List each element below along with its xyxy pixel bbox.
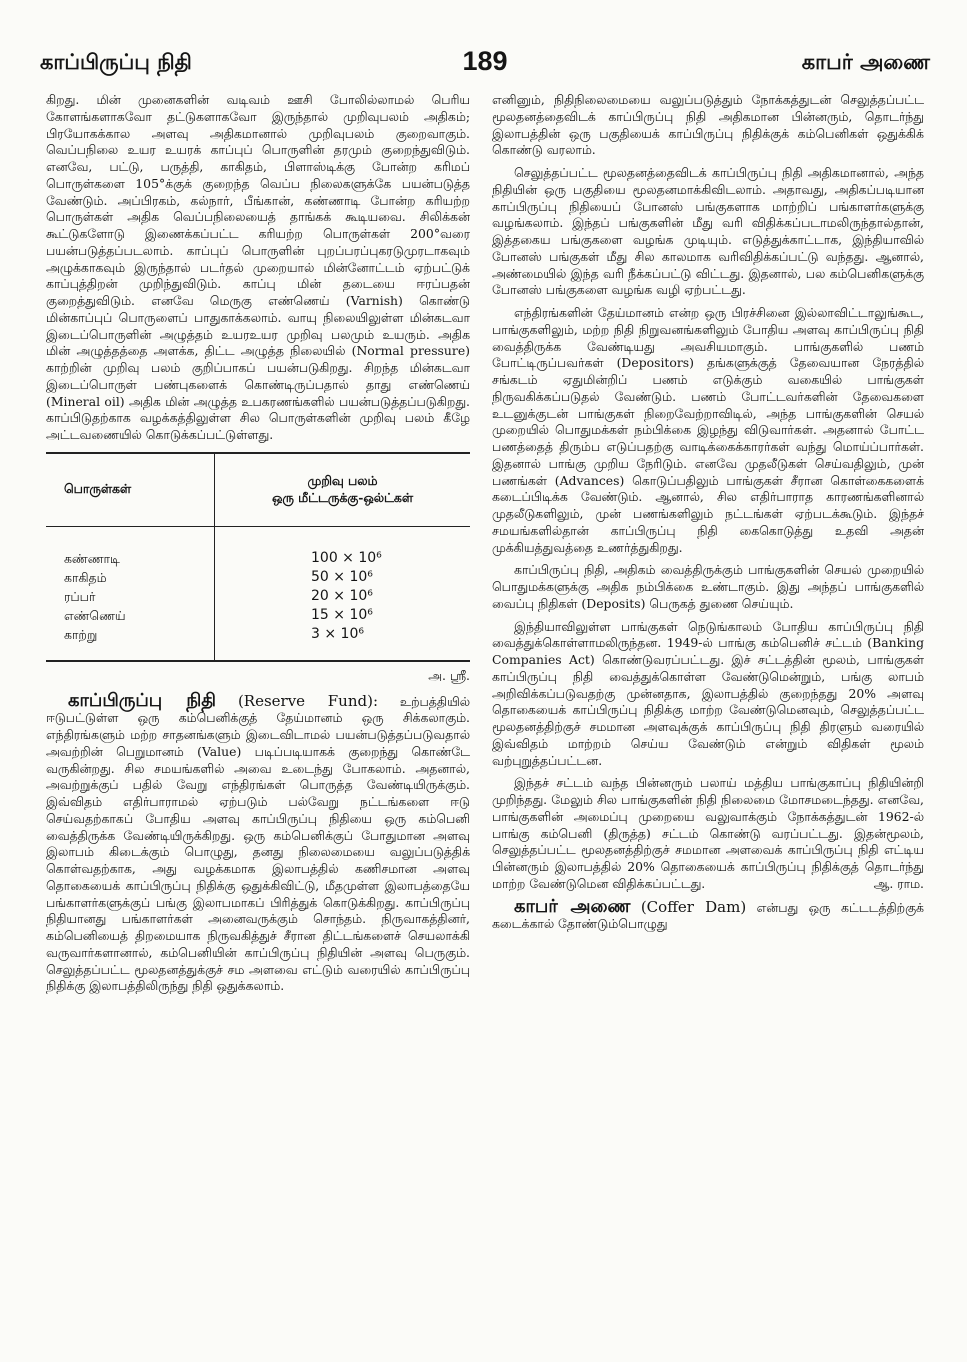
breakdown-strength-table [46,452,470,662]
table-cell: 3 × 10⁶ [311,625,364,642]
table-header [46,454,470,527]
paragraph: உற்பத்தியில் ஈடுபட்டுள்ள ஒரு கம்பெனிக்குத் தேய்மானம் ஒரு சிக்கலாகும். எந்திரங்களும் மற்ற சாதனங்களும் இடைவிடாமல் பயன்படுத்தப்படுவதால் அவற்றின் பெறுமானம் (Value) படிப்படியாகக் குறைந்து கொண்டே வருகின்றது. சில சமயங்களில் அவை உடைந்து போகலாம். அதனால், அவற்றுக்குப் பதில் வேறு எந்திரங்கள் பொருத்த வேண்டியிருக்கும். இவ்விதம் எதிர்பாராமல் ஏற்படும் பல்வேறு நட்டங்களை ஈடு செய்வதற்காகப் போதிய அளவு காப்பிருப்பு நிதியை ஒரு கம்பெனி வைத்திருக்க வேண்டியிருக்கிறது. ஒரு கம்பெனிக்குப் போதுமான அளவு இலாபம் கிடைக்கும் பொழுது, தனது நிலைமையை வலுப்படுத்திக் கொள்வதற்காக, அது வழக்கமாக இலாபத்தில் கணிசமான அளவு தொகையைக் காப்பிருப்பு நிதிக்கு ஒதுக்கிவிட்டு, மீதமுள்ள இலாபத்தையே பங்காளர்களுக்குப் பங்கு இலாபமாகப் பிரித்துக் கொடுக்கிறது. காப்பிருப்பு நிதியானது பங்காளர்கள் அனைவருக்கும் சொந்தம். நிருவாகத்தினர், கம்பெனியைத் திறமையாக நிருவகித்துச் சீரான திட்டங்களைச் செயலாக்கி வருவார்களானால், கம்பெனியின் காப்பிருப்பு நிதியின் அளவு பெருகும். செலுத்தப்பட்ட மூலதனத்துக்குச் சம அளவை எட்டும் வரையில் காப்பிருப்பு நிதிக்கு இலாபத்திலிருந்து நிதி ஒதுக்கலாம். [46,693,470,994]
table-cell: 20 × 10⁶ [311,587,373,604]
author-signature: அ. ஸ்ரீ. [428,667,470,683]
page-header [40,46,930,84]
paragraph: எந்திரங்களின் தேய்மானம் என்ற ஒரு பிரச்சினை இல்லாவிட்டாலுங்கூட, பாங்குகளிலும், மற்ற நிதி நிறுவனங்களிலும் போதிய அளவு காப்பிருப்பு நிதி வைத்திருக்க வேண்டியது அவசியமாகும். பாங்குகளில் பணம் போட்டிருப்பவர்கள் (Depositors) தங்களுக்குத் தேவையான நேரத்தில் சங்கடம் ஏதுமின்றிப் பணம் எடுக்கும் வகையில் பாங்குகள் நிருவகிக்கப்படுதல் வேண்டும். பணம் போட்டவர்களின் தேவைகளை உடனுக்குடன் பாங்குகள் நிறைவேற்றாவிடில், அந்த பாங்குகளின் செயல் முறையில் பொதுமக்கள் நம்பிக்கை இழந்து விடுவார்கள். அதனால் போட்ட பணத்தைத் திரும்ப எடுப்பதற்கு வாடிக்கைக்காரர்கள் வந்து மொய்ப்பார்கள். இதனால் பாங்கு முறிய நேரிடும். எனவே முதலீடுகள் செய்வதிலும், முன் பணங்கள் (Advances) கொடுப்பதிலும் பாங்குகள் சீரான கொள்கைகளைக் கடைப்பிடிக்க வேண்டும். ஆனால், சில எதிர்பாராத காரணங்களினால் முதலீடுகளிலும், முன் பணங்களிலும் நட்டங்கள் ஏற்படக்கூடும். இந்தச் சமயங்களில்தான் காப்பிருப்பு நிதி கைகொடுத்து உதவி அதன் முக்கியத்துவத்தை உணர்த்துகிறது. [492,305,924,555]
paragraph: இந்தியாவிலுள்ள பாங்குகள் நெடுங்காலம் போதிய காப்பிருப்பு நிதி வைத்துக்கொள்ளாமலிருந்தன. 1949-ல் பாங்கு கம்பெனிச் சட்டம் (Banking Companies Act) கொண்டுவரப்பட்டது. இச் சட்டத்தின் மூலம், பாங்குகள் காப்பிருப்பு நிதி வைத்துக்கொள்ள வேண்டுமென்றும், பங்கு லாபம் அறிவிக்கப்படுவதற்கு முன்னதாக, இலாபத்தில் குறைந்தது 20% அளவு தொகையைக் காப்பிருப்பு நிதிக்கு மாற்ற வேண்டுமெனவும், செலுத்தப்பட்ட மூலதனத்திற்குச் சமமான அளவுக்குக் காப்பிருப்பு நிதி திரளும் வரையில் இவ்விதம் மாற்றம் செய்ய வேண்டும் என்றும் விதிகள் மூலம் வற்புறுத்தப்பட்டன. [492,618,924,768]
author-signature: ஆ. ராம. [873,875,924,891]
table-cell: எண்ணெய் [64,607,126,623]
paragraph: காப்பிருப்பு நிதி, அதிகம் வைத்திருக்கும் பாங்குகளின் செயல் முறையில் பொதுமக்களுக்கு அதிக நம்பிக்கை உண்டாகும். இது அந்தப் பாங்குகளில் வைப்பு நிதிகள் (Deposits) பெருகத் துணை செய்யும். [492,562,924,611]
entry-coffer-dam [492,895,924,934]
table-cell: காற்று [64,626,98,642]
table-cell: 15 × 10⁶ [311,606,373,623]
table-cell: 50 × 10⁶ [311,568,373,585]
table-cell: கண்ணாடி [64,550,120,566]
table-cell: காகிதம் [64,569,107,585]
entry-title: காப்பிருப்பு நிதி [68,689,217,711]
paragraph: என்பது ஒரு கட்டடத்திற்குக் கடைக்கால் தோண்டும்பொழுது [492,899,924,932]
paragraph: செலுத்தப்பட்ட மூலதனத்தைவிடக் காப்பிருப்பு நிதி அதிகமானால், அந்த நிதியின் ஒரு பகுதியை மூலதனமாக்கிவிடலாம். அதாவது, அதிகப்படியான காப்பிருப்பு நிதியைப் போனஸ் பங்குகளாக மாற்றிப் பங்காளர்களுக்கு வழங்கலாம். இந்தப் பங்குகளின் மீது வரி விதிக்கப்படாமலிருந்தால்தான், இத்தகைய பங்குகளை வழங்க முடியும். எடுத்துக்காட்டாக, இந்தியாவில் போனஸ் பங்குகள் மீது சில காலமாக வரிவிதிக்கப்பட்டு வந்தது. ஆனால், அண்மையில் இந்த வரி நீக்கப்பட்டு விட்டது. இதனால், பல கம்பெனிகளுக்கு போனஸ் பங்குகளை வழங்க வழி ஏற்பட்டது. [492,165,924,298]
table-cell: 100 × 10⁶ [311,549,382,566]
paragraph: எனினும், நிதிநிலைமையை வலுப்படுத்தும் நோக்கத்துடன் செலுத்தப்பட்ட மூலதனத்தைவிடக் காப்பிருப்பு நிதி அதிகமான பின்னரும், தொடர்ந்து இலாபத்தின் ஒரு பகுதியைக் காப்பிருப்பு நிதிக்குக் கம்பெனிகள் ஒதுக்கிக் கொண்டு வரலாம். [492,92,924,158]
entry-title-english: (Coffer Dam) [640,897,747,916]
running-head-right: காபர் அணை [801,50,930,74]
page-number: 189 [462,46,508,76]
left-column [46,92,470,1322]
paragraph: இந்தச் சட்டம் வந்த பின்னரும் பலாய் மத்திய பாங்குகாப்பு நிதியின்றி முறிந்தது. மேலும் சில பாங்குகளின் நிதி நிலைமை மோசமடைந்தது. எனவே, பாங்குகளின் அமைப்பு முறையை வலுவாக்கும் நோக்கத்துடன் 1962-ல் பாங்கு கம்பெனி (திருத்த) சட்டம் கொண்டு வரப்பட்டது. இதன்மூலம், செலுத்தப்பட்ட மூலதனத்திற்குச் சமமான அளவைக் காப்பிருப்பு நிதி எட்டிய பின்னரும் இலாபத்தில் 20% தொகையைக் காப்பிருப்பு நிதிக்குத் தொடர்ந்து மாற்ற வேண்டுமென விதிக்கப்பட்டது. ஆ. ராம. [492,775,924,891]
entry-title: காபர் அணை [514,895,631,917]
table-header-material: பொருள்கள் [64,481,132,497]
entry-reserve-fund [46,689,470,996]
strength-column [214,527,470,660]
right-column [492,92,924,1322]
running-head-left: காப்பிருப்பு நிதி [40,50,192,74]
table-cell: ரப்பர் [64,588,96,604]
table-body [46,527,470,660]
material-column [46,549,214,644]
table-header-strength: முறிவு பலம் ஒரு மீட்டருக்கு-ஒல்ட்கள் [214,454,470,526]
paragraph: கிறது. மின் முனைகளின் வடிவம் ஊசி போலில்லாமல் பெரிய கோளங்களாகவோ தட்டுகளாகவோ இருந்தால் முறிவுபலம் அதிகம்; பிரயோகக்கால அளவு அதிகமானால் முறிவுபலம் குறைவாகும். வெப்பநிலை உயர உயரக் காப்புப் பொருளின் தரமும் குறைந்துவிடும். எனவே, பட்டு, பருத்தி, காகிதம், பிளாஸ்டிக்கு போன்ற கரிமப் பொருள்களை 105°க்குக் குறைந்த வெப்ப நிலைகளுக்கே பயன்படுத்த வேண்டும். அப்பிரகம், கல்நார், பீங்கான், கண்ணாடி போன்ற கரியற்ற பொருள்கள் அதிக வெப்பநிலையைத் தாங்கக் கூடியவை. சிலிக்கன் கூட்டுகளோடு இணைக்கப்பட்ட கரியற்ற பொருள்கள் 200°வரை பயன்படுத்தப்படலாம். காப்புப் பொருளின் புறப்பரப்புகரடுமுரடாகவும் அழுக்காகவும் இருந்தால் படர்தல் முறையால் மின்னோட்டம் ஏற்பட்டுக் காப்புத்திறன் முறிந்துவிடும். காப்பு மின் தடையை ஈரப்பதன் குறைத்துவிடும். எனவே மெருகு எண்ணெய் (Varnish) கொண்டு மின்காப்புப் பொருளைப் பாதுகாக்கலாம். வாயு நிலையிலுள்ள மின்கடவா இடைப்பொருளின் அழுத்தம் உயரஉயர முறிவு பலமும் உயரும். அதிக மின் அழுத்தத்தை அளக்க, திட்ட அழுத்த நிலையில் (Normal pressure) காற்றின் முறிவு பலம் குறிப்பாகப் பயன்படுகிறது. சிறந்த மின்கடவா இடைப்பொருள் பண்புகளைக் கொண்டிருப்பதால் தாது எண்ணெய் (Mineral oil) அதிக மின் அழுத்த உபகரணங்களில் பயன்படுத்தப்படுகிறது. காப்பிடுதற்காக வழக்கத்திலுள்ள சில பொருள்களின் முறிவு பலம் கீழே அட்டவணையில் கொடுக்கப்பட்டுள்ளது. [46,92,470,442]
entry-title-english: (Reserve Fund): [237,691,378,710]
